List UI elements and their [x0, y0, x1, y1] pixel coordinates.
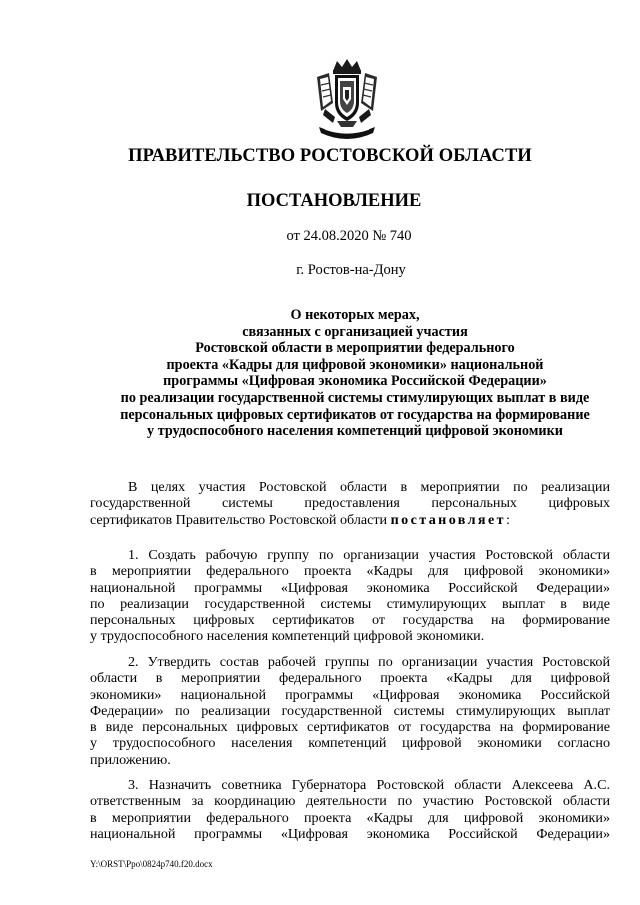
paragraph-line: 2. Утвердить состав рабочей группы по организации участия Ростовской	[128, 654, 610, 670]
government-name: ПРАВИТЕЛЬСТВО РОСТОВСКОЙ ОБЛАСТИ	[128, 146, 532, 166]
paragraph-line: национальной программы «Цифровая экономика Российской Федерации»	[90, 825, 610, 842]
intro-line3-prefix: сертификатов Правительство Ростовской области	[90, 511, 391, 528]
paragraph-line: Федерации» по реализации государственной системы стимулирующих выплат	[90, 702, 610, 719]
paragraph-line: в мероприятии федерального проекта «Кадры для цифровой экономики»	[90, 563, 610, 580]
item-2-paragraph	[90, 654, 610, 768]
paragraph-line: государственной системы предоставления персональных цифровых	[90, 495, 610, 512]
paragraph-line: ответственным за координацию деятельности по участию Ростовской области	[90, 793, 610, 810]
intro-line3-suffix: :	[505, 511, 510, 528]
title-line: Ростовской области в мероприятии федерального	[195, 340, 515, 357]
paragraph-line: по реализации государственной системы стимулирующих выплат в виде	[90, 595, 610, 612]
paragraph-line: в виде персональных цифровых сертификатов от государства на формирование	[90, 719, 610, 736]
document-type: ПОСТАНОВЛЕНИЕ	[246, 191, 422, 211]
paragraph-line	[90, 512, 610, 528]
paragraph-line: 3. Назначить советника Губернатора Ростовской области Алексеева А.С.	[128, 777, 610, 793]
decree-verb: постановляет	[390, 511, 506, 528]
paragraph-line: у трудоспособного населения компетенций цифровой экономики согласно	[90, 735, 610, 752]
paragraph-line: в мероприятии федерального проекта «Кадры для цифровой экономики»	[90, 809, 610, 826]
title-line: проекта «Кадры для цифровой экономики» национальной	[166, 356, 544, 373]
paragraph-line: 1. Создать рабочую группу по организации участия Ростовской области	[128, 547, 610, 563]
title-line: по реализации государственной системы стимулирующих выплат в виде	[120, 389, 590, 406]
item-1-paragraph	[90, 547, 610, 645]
title-line: у трудоспособного населения компетенций цифровой экономики	[147, 423, 563, 440]
paragraph-line: приложению.	[90, 751, 171, 768]
paragraph-line: В целях участия Ростовской области в мероприятии по реализации	[128, 479, 610, 495]
paragraph-line: у трудоспособного населения компетенций цифровой экономики.	[90, 628, 485, 645]
document-date-number: от 24.08.2020 № 740	[286, 228, 412, 244]
document-city: г. Ростов-на-Дону	[296, 262, 406, 278]
item-3-paragraph	[90, 777, 610, 842]
paragraph-line: экономики» национальной программы «Цифровая экономика Российской	[90, 686, 610, 703]
title-line: связанных с организацией участия	[242, 323, 468, 340]
paragraph-line: области в мероприятии федерального проекта «Кадры для цифровой	[90, 670, 610, 687]
paragraph-line: национальной программы «Цифровая экономика Российской Федерации»	[90, 579, 610, 596]
paragraph-line: персональных цифровых сертификатов от государства на формирование	[90, 612, 610, 629]
file-path-footer: Y:\ORST\Ppo\0824p740.f20.docx	[90, 859, 213, 869]
title-line: О некоторых мерах,	[290, 307, 420, 323]
coat-of-arms-icon	[311, 57, 383, 143]
document-title	[90, 307, 620, 440]
intro-paragraph	[90, 479, 610, 528]
title-line: программы «Цифровая экономика Российской Федерации»	[163, 373, 547, 390]
title-line: персональных цифровых сертификатов от государства на формирование	[120, 406, 590, 423]
